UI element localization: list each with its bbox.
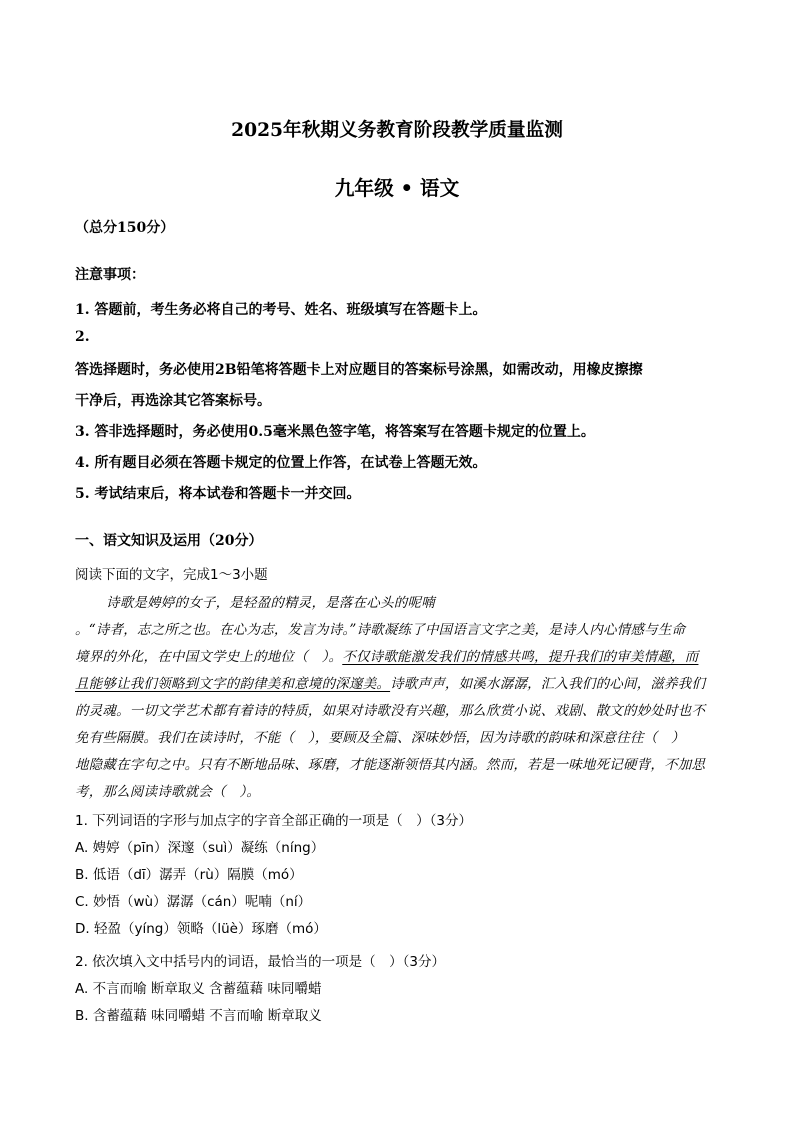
passage-line-6: 免有些隔膜。我们在读诗时，不能（ ），要顾及全篇、深味妙悟，因为诗歌的韵味和深意往往（ ） [75,730,685,746]
notice-item-1: 1. 答题前，考生务必将自己的考号、姓名、班级填写在答题卡上。 [75,302,487,318]
passage-line-5: 的灵魂。一切文学艺术都有着诗的特质，如果对诗歌没有兴趣，那么欣赏小说、戏剧、散文的妙处时也不 [75,703,706,719]
total-score: （总分150分） [75,220,175,236]
question-1-option-b: B. 低语（dī）潺弄（rù）隔膜（mó） [75,867,303,883]
notice-heading: 注意事项： [75,267,145,283]
notice-item-2-line-1: 答选择题时，务必使用2B铅笔将答题卡上对应题目的答案标号涂黑，如需改动，用橡皮擦擦 [75,362,643,378]
underlined-sentence-part-1: 不仅诗歌能激发我们的情感共鸣，提升我们的审美情趣，而 [342,649,699,665]
question-1-stem: 1. 下列词语的字形与加点字的字音全部正确的一项是（ ）（3分） [75,813,473,829]
notice-item-2-line-2: 干净后，再选涂其它答案标号。 [75,393,271,409]
notice-item-2-number: 2. [75,329,90,345]
question-2-option-b: B. 含蓄蕴藉 味同嚼蜡 不言而喻 断章取义 [75,1008,322,1024]
passage-line-4 [75,672,705,692]
passage-line-3-text: 境界的外化，在中国文学史上的地位（ ）。 [75,649,343,665]
question-1-option-d: D. 轻盈（yíng）领略（lüè）琢磨（mó） [75,921,327,937]
passage-line-2: 。“诗者，志之所之也。在心为志，发言为诗。”诗歌凝练了中国语言文字之美，是诗人内心情感与生命 [75,622,686,638]
notice-item-5: 5. 考试结束后，将本试卷和答题卡一并交回。 [75,486,361,502]
passage-line-1: 诗歌是娉婷的女子，是轻盈的精灵，是落在心头的呢喃 [106,595,435,611]
question-1-option-c: C. 妙悟（wù）潺潺（cán）呢喃（ní） [75,894,312,910]
notice-item-4: 4. 所有题目必须在答题卡规定的位置上作答，在试卷上答题无效。 [75,455,487,471]
question-1-option-a: A. 娉婷（pīn）深邃（suì）凝练（níng） [75,840,325,856]
passage-line-3 [75,645,698,665]
question-2-stem: 2. 依次填入文中括号内的词语，最恰当的一项是（ ）（3分） [75,954,446,970]
question-2-option-a: A. 不言而喻 断章取义 含蓄蕴藉 味同嚼蜡 [75,981,322,997]
section-1-instruction: 阅读下面的文字，完成1～3小题 [75,567,268,583]
exam-subtitle: 九年级 • 语文 [334,177,460,200]
passage-line-8: 考，那么阅读诗歌就会（ ）。 [75,784,261,800]
exam-title: 2025年秋期义务教育阶段教学质量监测 [231,119,563,141]
passage-line-7: 地隐藏在字句之中。只有不断地品味、琢磨，才能逐渐领悟其内涵。然而，若是一味地死记硬背，不加思 [75,757,706,773]
section-1-heading: 一、语文知识及运用（20分） [75,533,263,549]
passage-line-4-text: 诗歌声声，如溪水潺潺，汇入我们的心间，滋养我们 [390,676,706,692]
notice-item-3: 3. 答非选择题时，务必使用0.5毫米黑色签字笔，将答案写在答题卡规定的位置上。 [75,424,595,440]
underlined-sentence-part-2: 且能够让我们领略到文字的韵律美和意境的深邃美。 [75,676,391,692]
